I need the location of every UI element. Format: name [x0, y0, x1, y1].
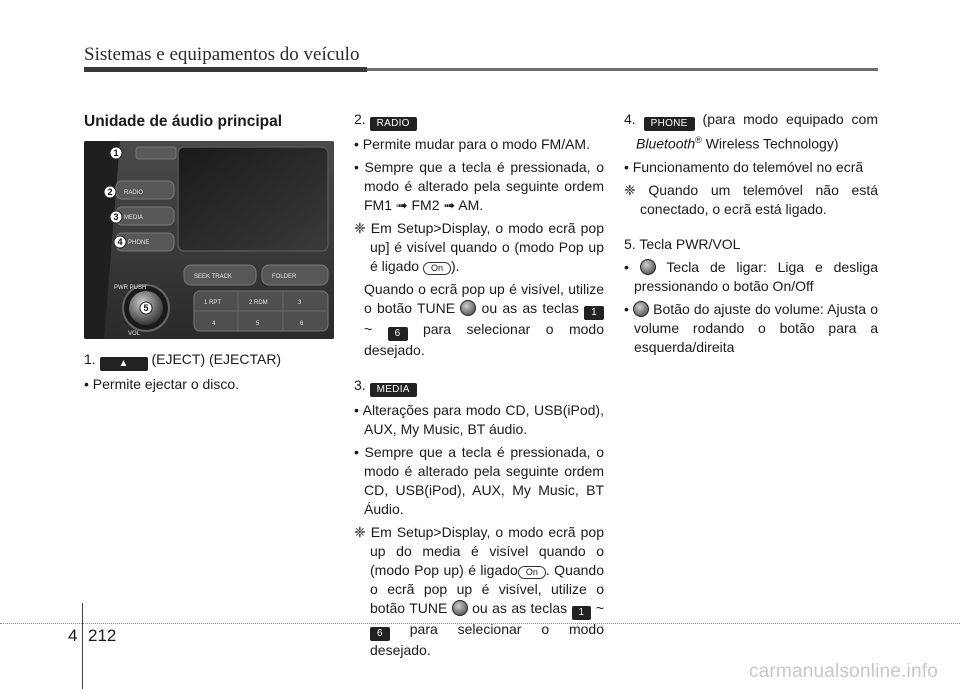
photo-label: MEDIA	[124, 215, 144, 221]
watermark: carmanualsonline.info	[748, 661, 938, 682]
photo-label: PHONE	[128, 240, 150, 246]
audio-unit-illustration	[84, 141, 334, 339]
item-4-heading: 4. PHONE (para modo equipado com Bluetooth® Wireless Technology)	[624, 111, 879, 152]
footer-divider-horizontal	[0, 623, 960, 624]
item-5-heading: 5. Tecla PWR/VOL	[624, 235, 741, 252]
photo-label: 5	[256, 321, 260, 327]
photo-label: 4	[212, 321, 216, 327]
item-4-bullet: • Funcionamento do telemóvel no ecrã	[624, 158, 864, 175]
callout-number: 5	[143, 303, 149, 313]
preset-1-key-icon: 1	[584, 306, 604, 320]
item-1-bullet: • Permite ejectar o disco.	[84, 376, 240, 392]
item-4-note: ❈ Quando um telemóvel não está conectado, o ecrã está ligado.	[624, 181, 878, 217]
section-title: Unidade de áudio principal	[84, 113, 283, 130]
preset-6-key-icon: 6	[370, 627, 390, 641]
column-2	[354, 110, 604, 664]
item-1	[84, 350, 334, 371]
phone-key-icon: PHONE	[644, 117, 695, 131]
item-2-note: ❈ Em Setup>Display, o modo ecrã pop up] é visível quando o (modo Pop up é ligado On ).	[354, 220, 604, 274]
item-3-heading: 3. MEDIA	[354, 376, 604, 397]
footer-divider-vertical	[82, 603, 83, 689]
item-3-note: ❈ Em Setup>Display, o modo ecrã pop up do media é visível quando o (modo Pop up) é ligado On . Quando o ecrã pop up é visível, utilize o botão TUNE ou as as teclas 1 ~ 6 para selecionar o modo desejado.	[354, 524, 604, 658]
callout-number: 4	[117, 237, 123, 247]
photo-label: 2 RDM	[249, 300, 268, 306]
column-3	[624, 110, 878, 361]
callout-number: 2	[107, 187, 113, 197]
callout-number: 1	[113, 148, 119, 158]
item-2-note-continued: Quando o ecrã pop up é visível, utilize o botão TUNE ou as as teclas 1 ~ 6 para selecionar o modo desejado.	[364, 281, 604, 358]
item-2-bullet-1: • Permite mudar para o modo FM/AM.	[354, 136, 590, 152]
callout-number: 3	[113, 212, 119, 222]
eject-key-icon: ▲	[100, 357, 148, 371]
bluetooth-brand: Bluetooth	[636, 135, 696, 152]
photo-label: FOLDER	[272, 274, 297, 280]
photo-label: 1 RPT	[204, 300, 222, 306]
item-3-bullet-1: • Alterações para modo CD, USB(iPod), AUX, My Music, BT áudio.	[354, 402, 604, 437]
photo-label: PWR PUSH	[114, 285, 147, 291]
audio-unit-photo	[84, 141, 334, 339]
pwr-knob-icon	[640, 259, 656, 275]
page-number-value: 212	[88, 626, 117, 645]
chapter-number: 4	[68, 626, 78, 645]
tune-knob-icon	[452, 600, 468, 616]
photo-label: 3	[298, 300, 302, 306]
header-title: Sistemas e equipamentos do veículo	[84, 44, 360, 65]
media-key-icon: MEDIA	[370, 383, 417, 397]
preset-6-key-icon: 6	[388, 327, 408, 341]
item-number: 1.	[84, 351, 96, 367]
photo-label: SEEK TRACK	[194, 274, 232, 280]
item-3-bullet-2: • Sempre que a tecla é pressionada, o modo é alterado pela seguinte ordem CD, USB(iPod), AUX, My Music, BT Áudio.	[354, 444, 604, 517]
photo-label: 6	[300, 321, 304, 327]
on-button-icon: On	[423, 262, 451, 275]
radio-key-icon: RADIO	[370, 117, 417, 131]
item-2-bullet-2: • Sempre que a tecla é pressionada, o modo é alterado pela seguinte ordem FM1 ➟ FM2 ➟ AM.	[354, 159, 604, 213]
on-button-icon: On	[518, 566, 546, 579]
header-rule	[84, 67, 878, 72]
item-5-bullet-2: • Botão do ajuste do volume: Ajusta o volume rodando o botão para a esquerda/direita	[624, 300, 879, 355]
preset-1-key-icon: 1	[572, 606, 592, 620]
item-5-bullet-1: • Tecla de ligar: Liga e desliga pressionando o botão On/Off	[624, 258, 878, 294]
volume-knob-icon	[633, 301, 649, 317]
column-1	[84, 110, 334, 398]
photo-label: RADIO	[124, 190, 144, 196]
photo-label: VOL	[128, 331, 141, 337]
item-1-text: (EJECT) (EJECTAR)	[147, 351, 282, 367]
item-2-heading: 2. RADIO	[354, 110, 604, 131]
tune-knob-icon	[460, 300, 476, 316]
